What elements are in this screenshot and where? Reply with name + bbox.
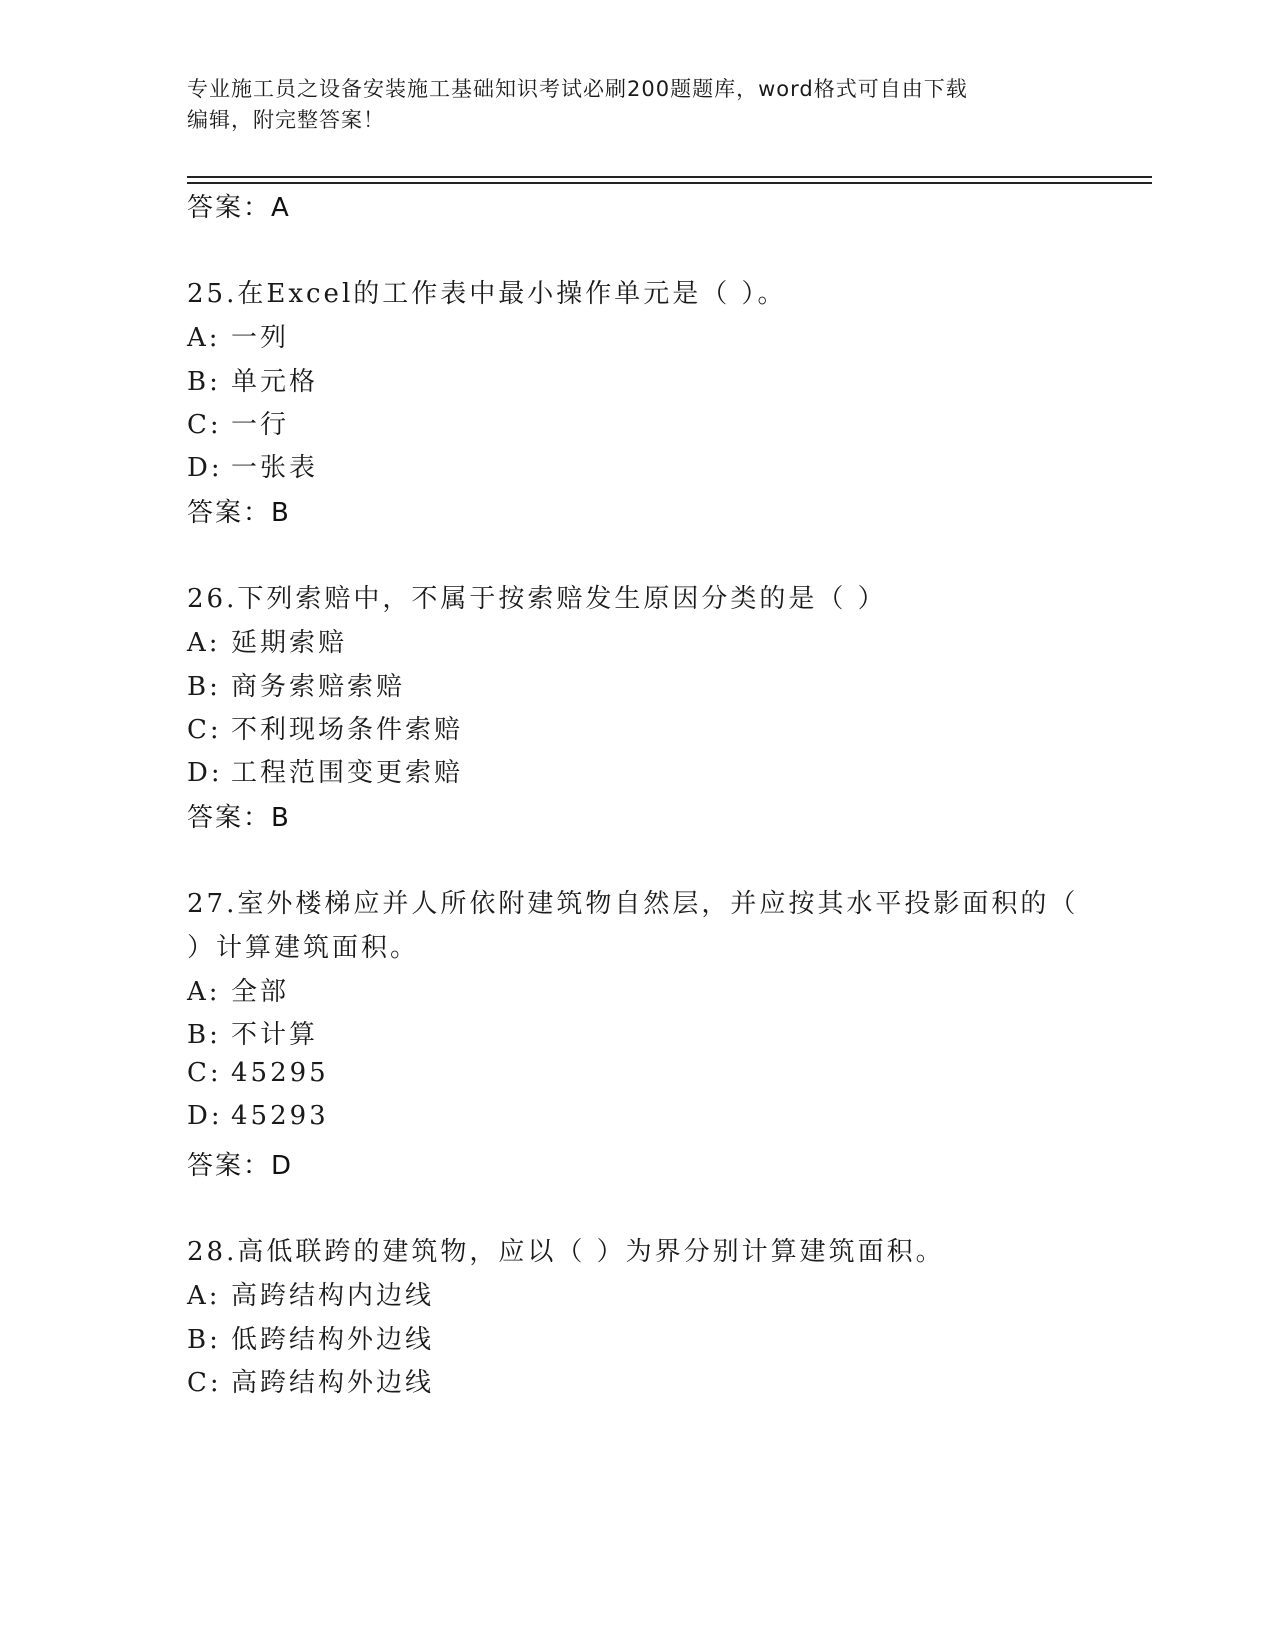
question-27-answer: 答案：D [187, 1151, 294, 1181]
previous-answer: 答案：A [187, 193, 291, 223]
document-header [187, 74, 1067, 136]
question-25-option-c: C: 一行 [187, 410, 290, 440]
question-27-stem-line-2: ）计算建筑面积。 [187, 933, 420, 963]
question-26-answer: 答案：B [187, 803, 291, 833]
question-27-option-a: A: 全部 [187, 977, 290, 1007]
question-26-option-a: A: 延期索赔 [187, 628, 348, 658]
question-28-option-b: B: 低跨结构外边线 [187, 1325, 435, 1355]
question-27-option-d: D: 45293 [187, 1101, 329, 1131]
question-25-option-a: A: 一列 [187, 323, 290, 353]
question-28-stem: 28.高低联跨的建筑物，应以（ ）为界分别计算建筑面积。 [187, 1237, 945, 1267]
header-divider-bottom [187, 182, 1152, 184]
question-27-option-b: B: 不计算 [187, 1020, 319, 1050]
question-25-option-b: B: 单元格 [187, 367, 319, 397]
question-27-stem-line-1: 27.室外楼梯应并人所依附建筑物自然层，并应按其水平投影面积的（ [187, 889, 1079, 919]
question-26-option-b: B: 商务索赔索赔 [187, 672, 406, 702]
question-25-option-d: D: 一张表 [187, 453, 319, 483]
header-divider-top [187, 176, 1152, 178]
header-line-2: 编辑，附完整答案！ [187, 108, 385, 132]
question-25-stem: 25.在Excel的工作表中最小操作单元是（ ）。 [187, 279, 787, 309]
question-26-option-d: D: 工程范围变更索赔 [187, 758, 464, 788]
question-28-option-a: A: 高跨结构内边线 [187, 1281, 435, 1311]
question-26-stem: 26.下列索赔中，不属于按索赔发生原因分类的是（ ） [187, 584, 887, 614]
question-28-option-c: C: 高跨结构外边线 [187, 1368, 435, 1398]
question-27-option-c: C: 45295 [187, 1058, 329, 1088]
header-line-1: 专业施工员之设备安装施工基础知识考试必刷200题题库，word格式可自由下载 [187, 77, 968, 101]
question-26-option-c: C: 不利现场条件索赔 [187, 715, 464, 745]
question-25-answer: 答案：B [187, 498, 291, 528]
